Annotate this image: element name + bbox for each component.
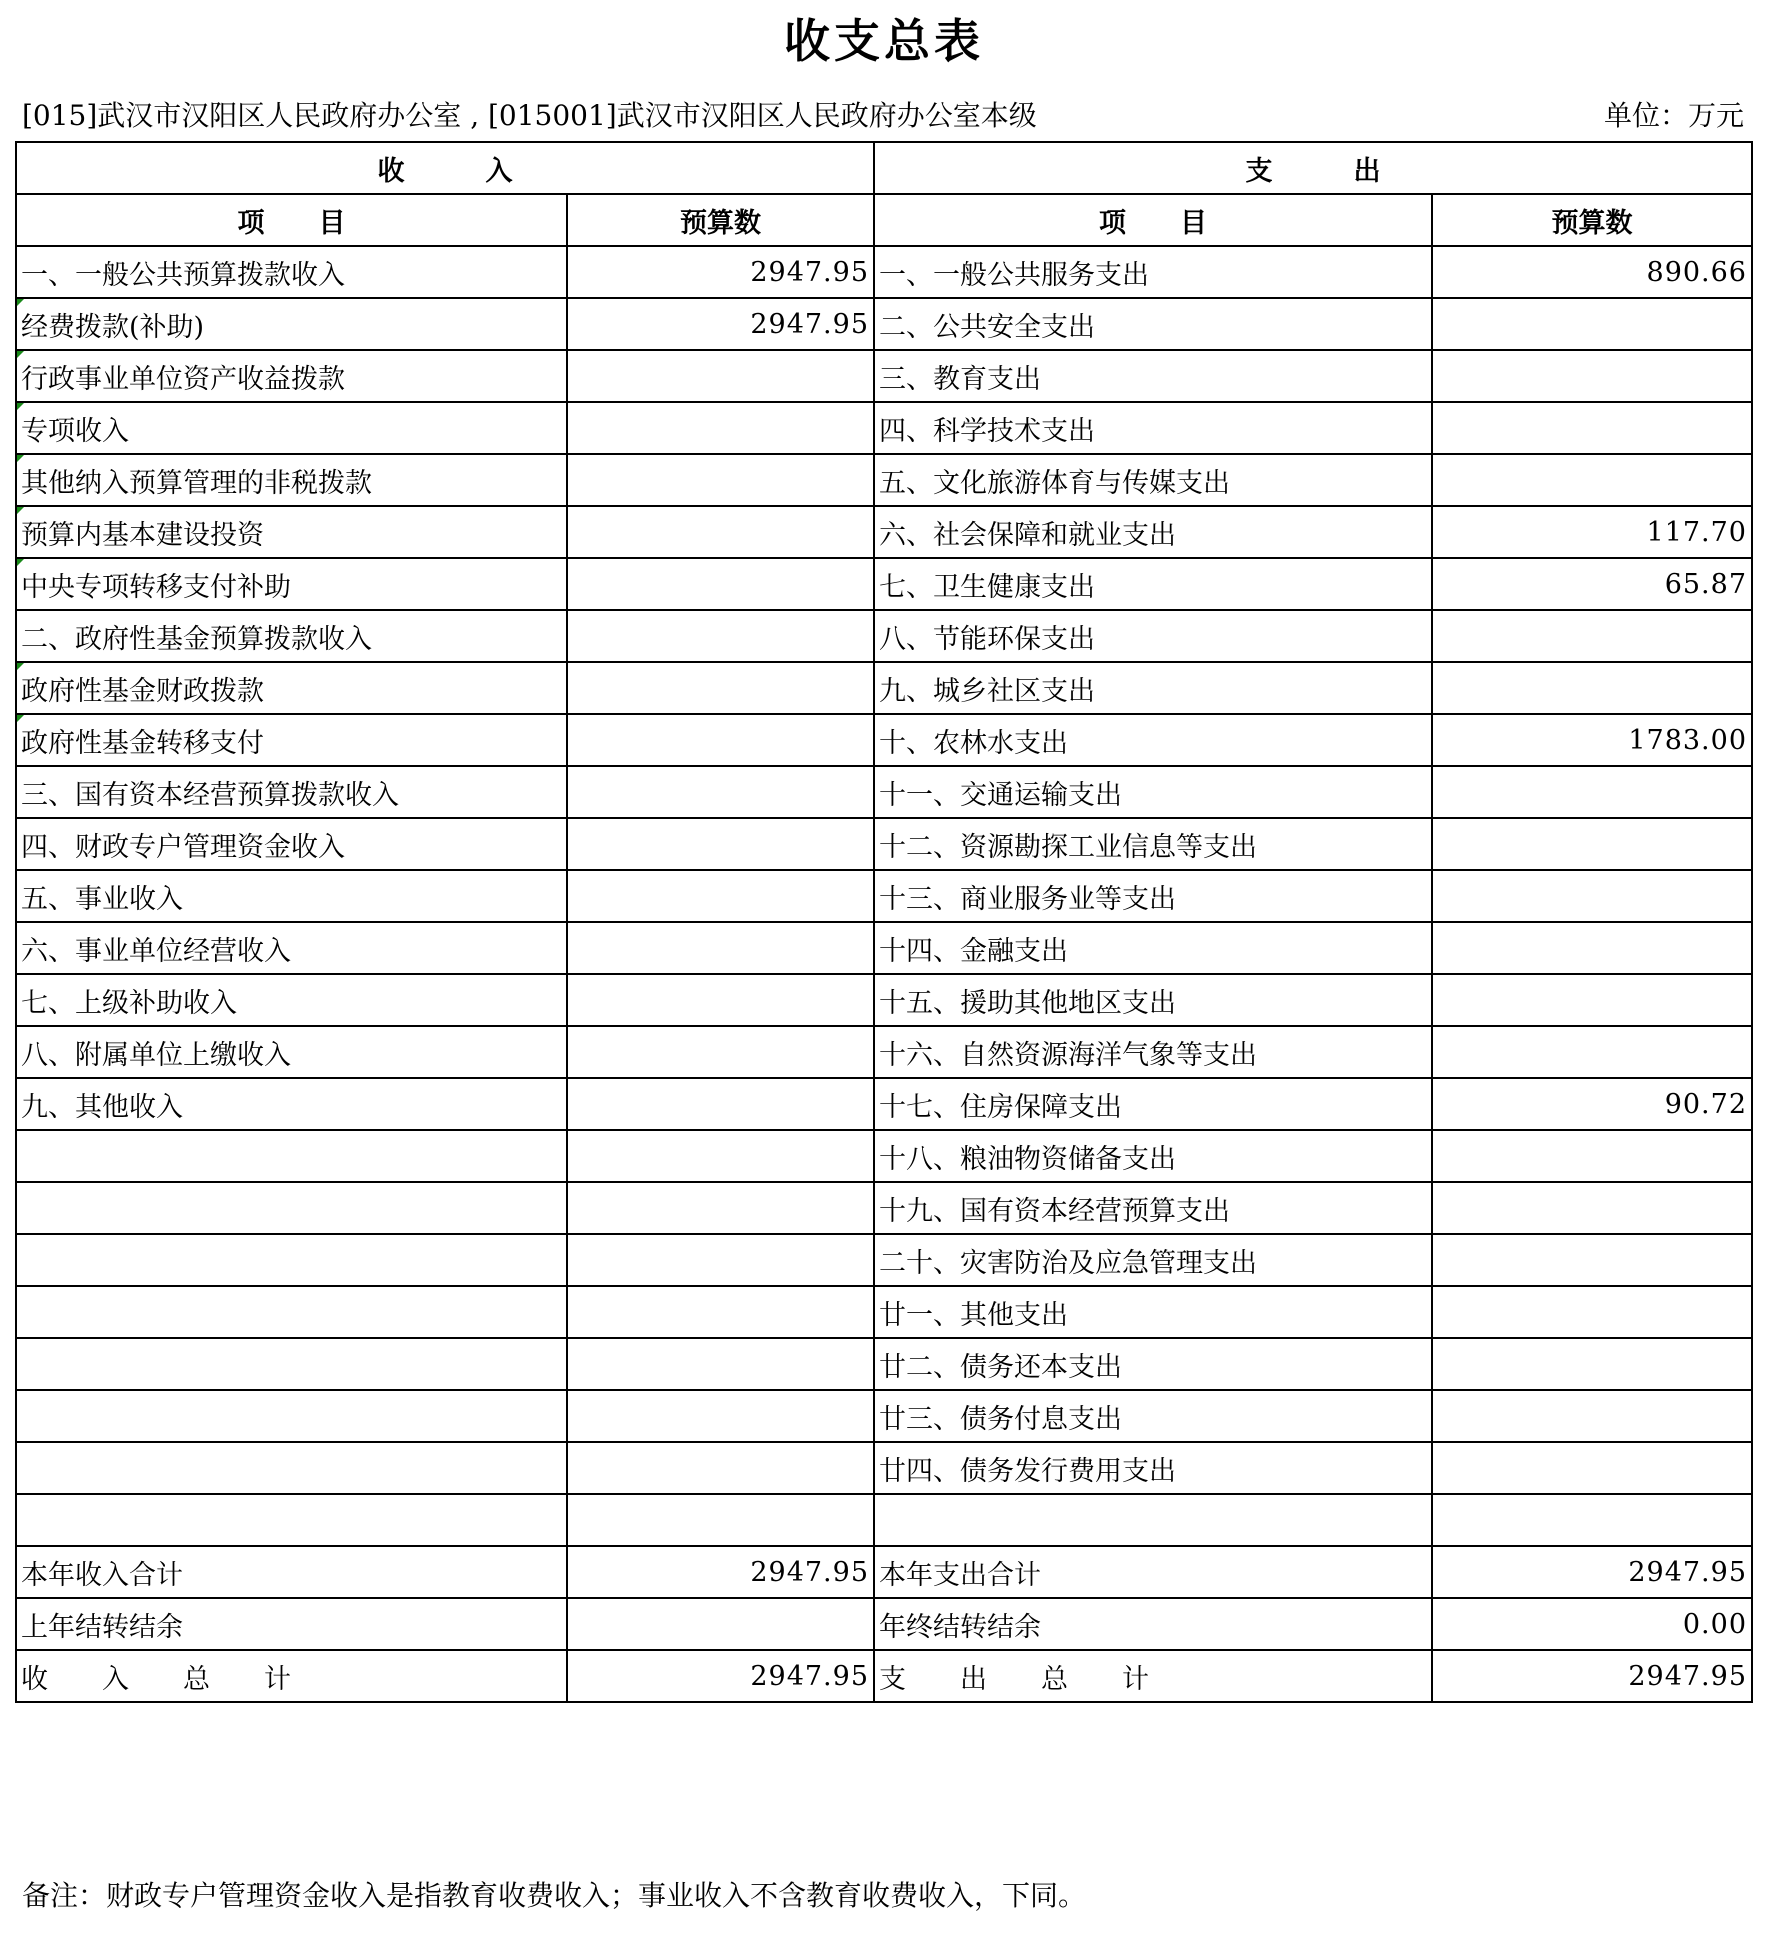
expense-budget-cell (1432, 818, 1752, 870)
income-item-cell: 行政事业单位资产收益拨款 (16, 350, 567, 402)
expense-item-cell: 廿一、其他支出 (874, 1286, 1432, 1338)
expense-budget-cell: 2947.95 (1432, 1546, 1752, 1598)
income-budget-cell (567, 1442, 874, 1494)
expense-budget-cell (1432, 870, 1752, 922)
table-row (16, 506, 1752, 558)
table-row (16, 246, 1752, 298)
table-row (16, 1130, 1752, 1182)
table-row (16, 1390, 1752, 1442)
expense-budget-cell (1432, 350, 1752, 402)
expense-budget-cell (1432, 1442, 1752, 1494)
expense-item-cell: 九、城乡社区支出 (874, 662, 1432, 714)
table-row (16, 818, 1752, 870)
income-item-cell (16, 1338, 567, 1390)
income-item-cell: 六、事业单位经营收入 (16, 922, 567, 974)
expense-budget-cell: 1783.00 (1432, 714, 1752, 766)
table-row (16, 1546, 1752, 1598)
org-label: [015]武汉市汉阳区人民政府办公室 , [015001]武汉市汉阳区人民政府办公室本级 (22, 99, 1037, 132)
expense-item-cell: 一、一般公共服务支出 (874, 246, 1432, 298)
income-budget-cell (567, 1182, 874, 1234)
expense-item-cell: 八、节能环保支出 (874, 610, 1432, 662)
expense-budget-cell (1432, 922, 1752, 974)
expense-budget-column-header: 预算数 (1432, 194, 1752, 246)
table-row (16, 1338, 1752, 1390)
expense-item-cell: 十五、援助其他地区支出 (874, 974, 1432, 1026)
income-budget-cell: 2947.95 (567, 1546, 874, 1598)
expense-budget-cell (1432, 610, 1752, 662)
income-item-column-header: 项 目 (16, 194, 567, 246)
table-row (16, 662, 1752, 714)
expense-item-cell: 十三、商业服务业等支出 (874, 870, 1432, 922)
income-budget-cell (567, 1338, 874, 1390)
income-budget-cell (567, 766, 874, 818)
expense-budget-cell (1432, 402, 1752, 454)
expense-budget-cell: 90.72 (1432, 1078, 1752, 1130)
table-row (16, 1442, 1752, 1494)
expense-item-cell: 支 出 总 计 (874, 1650, 1432, 1702)
income-budget-cell (567, 610, 874, 662)
income-item-cell: 中央专项转移支付补助 (16, 558, 567, 610)
income-budget-cell: 2947.95 (567, 1650, 874, 1702)
expense-item-cell: 年终结转结余 (874, 1598, 1432, 1650)
unit-label: 单位：万元 (1603, 99, 1744, 132)
income-item-cell: 五、事业收入 (16, 870, 567, 922)
income-item-cell (16, 1234, 567, 1286)
income-item-cell: 三、国有资本经营预算拨款收入 (16, 766, 567, 818)
expense-item-cell: 十一、交通运输支出 (874, 766, 1432, 818)
expense-item-cell: 十二、资源勘探工业信息等支出 (874, 818, 1432, 870)
income-item-cell: 九、其他收入 (16, 1078, 567, 1130)
income-item-cell: 经费拨款(补助) (16, 298, 567, 350)
table-row (16, 1598, 1752, 1650)
income-budget-cell (567, 1286, 874, 1338)
income-item-cell: 一、一般公共预算拨款收入 (16, 246, 567, 298)
income-item-cell: 政府性基金转移支付 (16, 714, 567, 766)
expense-item-cell: 十、农林水支出 (874, 714, 1432, 766)
expense-item-cell: 六、社会保障和就业支出 (874, 506, 1432, 558)
table-row (16, 1494, 1752, 1546)
expense-budget-cell: 2947.95 (1432, 1650, 1752, 1702)
income-item-cell: 收 入 总 计 (16, 1650, 567, 1702)
income-item-cell: 上年结转结余 (16, 1598, 567, 1650)
table-row (16, 350, 1752, 402)
income-budget-cell (567, 506, 874, 558)
expense-item-cell: 十九、国有资本经营预算支出 (874, 1182, 1432, 1234)
expense-budget-cell: 890.66 (1432, 246, 1752, 298)
expense-budget-cell (1432, 1182, 1752, 1234)
income-budget-cell (567, 1598, 874, 1650)
expense-budget-cell (1432, 1234, 1752, 1286)
expense-item-cell: 七、卫生健康支出 (874, 558, 1432, 610)
expense-budget-cell (1432, 974, 1752, 1026)
expense-item-cell: 二、公共安全支出 (874, 298, 1432, 350)
income-budget-cell (567, 870, 874, 922)
expense-item-cell: 三、教育支出 (874, 350, 1432, 402)
expense-budget-cell (1432, 454, 1752, 506)
expense-item-column-header: 项 目 (874, 194, 1432, 246)
expense-budget-cell (1432, 1494, 1752, 1546)
table-row (16, 1234, 1752, 1286)
income-item-cell: 二、政府性基金预算拨款收入 (16, 610, 567, 662)
expense-budget-cell (1432, 662, 1752, 714)
income-budget-cell (567, 1494, 874, 1546)
income-budget-cell (567, 662, 874, 714)
income-budget-cell (567, 1390, 874, 1442)
table-row (16, 558, 1752, 610)
income-item-cell: 本年收入合计 (16, 1546, 567, 1598)
expense-budget-cell (1432, 1390, 1752, 1442)
table-body (16, 246, 1752, 1702)
income-budget-cell (567, 350, 874, 402)
income-budget-cell (567, 1234, 874, 1286)
income-item-cell (16, 1494, 567, 1546)
table-row (16, 974, 1752, 1026)
expense-budget-cell (1432, 298, 1752, 350)
income-budget-column-header: 预算数 (567, 194, 874, 246)
expense-item-cell: 廿二、债务还本支出 (874, 1338, 1432, 1390)
income-budget-cell (567, 558, 874, 610)
expense-item-cell (874, 1494, 1432, 1546)
expense-item-cell: 五、文化旅游体育与传媒支出 (874, 454, 1432, 506)
table-row (16, 1650, 1752, 1702)
income-item-cell: 政府性基金财政拨款 (16, 662, 567, 714)
income-item-cell (16, 1442, 567, 1494)
table-row (16, 454, 1752, 506)
income-item-cell: 八、附属单位上缴收入 (16, 1026, 567, 1078)
expense-budget-cell (1432, 766, 1752, 818)
income-budget-cell (567, 454, 874, 506)
income-item-cell: 四、财政专户管理资金收入 (16, 818, 567, 870)
income-budget-cell (567, 1078, 874, 1130)
income-budget-cell: 2947.95 (567, 298, 874, 350)
expense-item-cell: 二十、灾害防治及应急管理支出 (874, 1234, 1432, 1286)
table-row (16, 766, 1752, 818)
table-row (16, 610, 1752, 662)
income-budget-cell (567, 1026, 874, 1078)
expense-item-cell: 廿四、债务发行费用支出 (874, 1442, 1432, 1494)
expense-item-cell: 廿三、债务付息支出 (874, 1390, 1432, 1442)
budget-summary-table (15, 141, 1753, 1703)
column-header-row (16, 194, 1752, 246)
footnote: 备注：财政专户管理资金收入是指教育收费收入；事业收入不含教育收费收入，下同。 (22, 1879, 1087, 1912)
expense-item-cell: 十四、金融支出 (874, 922, 1432, 974)
income-budget-cell (567, 818, 874, 870)
income-section-header: 收 入 (16, 142, 874, 194)
expense-item-cell: 本年支出合计 (874, 1546, 1432, 1598)
table-row (16, 870, 1752, 922)
expense-item-cell: 十七、住房保障支出 (874, 1078, 1432, 1130)
expense-budget-cell: 117.70 (1432, 506, 1752, 558)
table-row (16, 1026, 1752, 1078)
table-row (16, 922, 1752, 974)
income-item-cell (16, 1286, 567, 1338)
expense-item-cell: 十八、粮油物资储备支出 (874, 1130, 1432, 1182)
expense-budget-cell (1432, 1338, 1752, 1390)
income-budget-cell (567, 922, 874, 974)
expense-budget-cell (1432, 1026, 1752, 1078)
table-row (16, 1182, 1752, 1234)
income-budget-cell (567, 402, 874, 454)
income-budget-cell: 2947.95 (567, 246, 874, 298)
expense-item-cell: 四、科学技术支出 (874, 402, 1432, 454)
expense-budget-cell: 0.00 (1432, 1598, 1752, 1650)
expense-budget-cell (1432, 1286, 1752, 1338)
section-header-row (16, 142, 1752, 194)
income-item-cell: 预算内基本建设投资 (16, 506, 567, 558)
income-budget-cell (567, 1130, 874, 1182)
table-row (16, 714, 1752, 766)
income-budget-cell (567, 974, 874, 1026)
expense-budget-cell: 65.87 (1432, 558, 1752, 610)
expense-budget-cell (1432, 1130, 1752, 1182)
table-row (16, 298, 1752, 350)
income-item-cell: 其他纳入预算管理的非税拨款 (16, 454, 567, 506)
page-title: 收支总表 (784, 14, 984, 68)
expense-item-cell: 十六、自然资源海洋气象等支出 (874, 1026, 1432, 1078)
table-row (16, 1286, 1752, 1338)
income-item-cell (16, 1130, 567, 1182)
table-row (16, 402, 1752, 454)
income-item-cell (16, 1182, 567, 1234)
expense-section-header: 支 出 (874, 142, 1752, 194)
table-row (16, 1078, 1752, 1130)
income-item-cell (16, 1390, 567, 1442)
income-item-cell: 专项收入 (16, 402, 567, 454)
income-budget-cell (567, 714, 874, 766)
income-item-cell: 七、上级补助收入 (16, 974, 567, 1026)
